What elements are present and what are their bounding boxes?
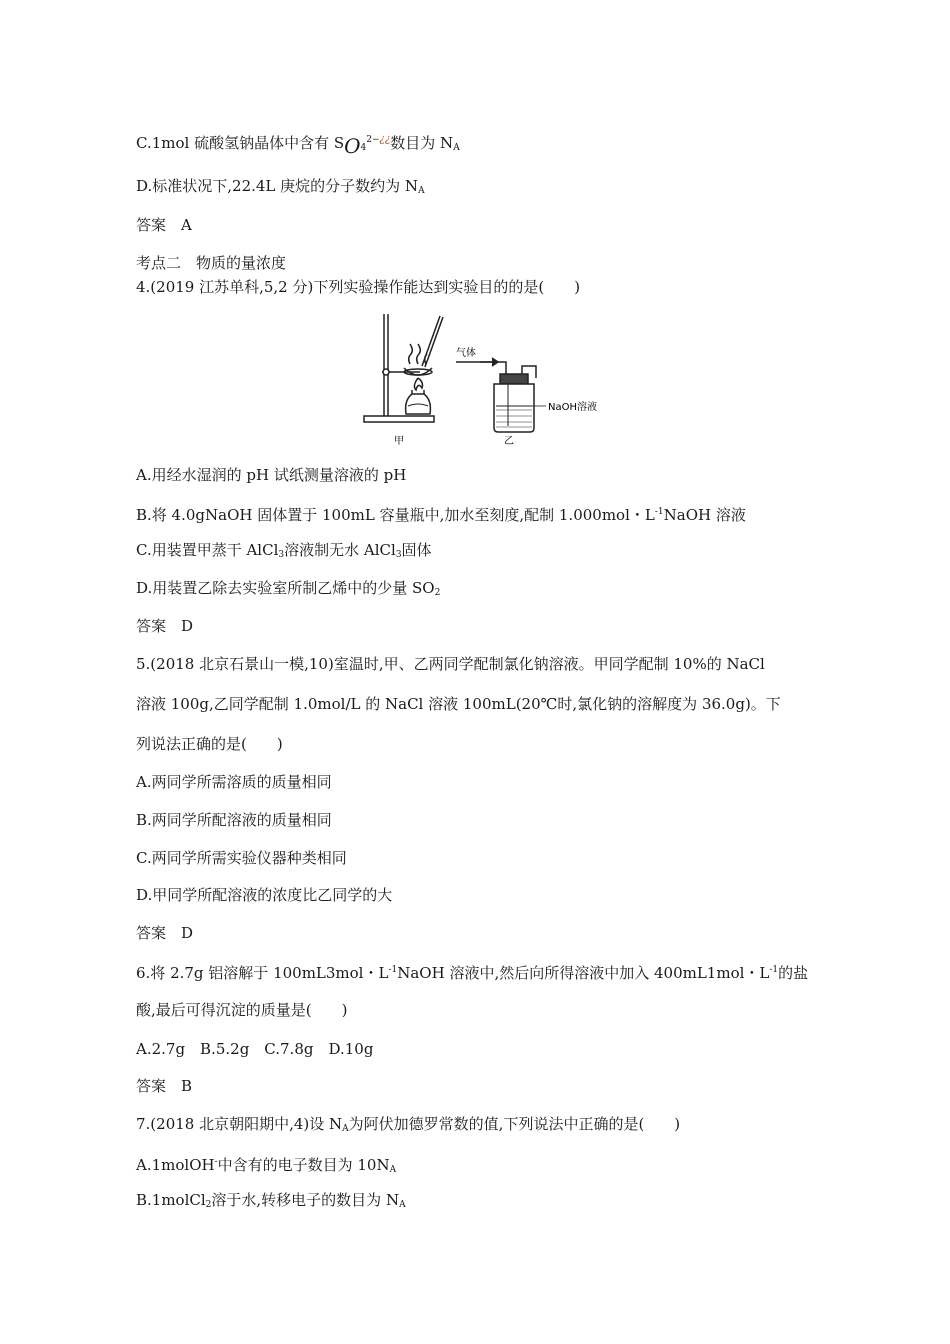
text: B.将 4.0gNaOH 固体置于 100mL 容量瓶中,加水至刻度,配制 1.000mol・L [136, 506, 655, 524]
q7-stem [136, 1114, 680, 1139]
superscript: - [214, 1157, 218, 1167]
superscript: -1 [769, 965, 779, 975]
q5-stem-line3: 列说法正确的是( ) [136, 735, 283, 753]
text: C.用装置甲蒸干 AlCl [136, 541, 279, 559]
q3-option-c [136, 130, 460, 158]
garbled-mark: ¿¿ [379, 134, 391, 145]
q3-answer: 答案 A [136, 216, 192, 234]
superscript: -1 [654, 507, 664, 517]
naoh-solution-label: NaOH溶液 [548, 402, 597, 413]
text: 的盐 [778, 964, 809, 982]
q6-options: A.2.7g B.5.2g C.7.8g D.10g [136, 1040, 374, 1058]
text: 溶液制无水 AlCl [284, 541, 396, 559]
q5-option-b: B.两同学所配溶液的质量相同 [136, 811, 332, 829]
section-title: 考点二 物质的量浓度 [136, 254, 287, 272]
text: D.用装置乙除去实验室所制乙烯中的少量 SO [136, 579, 435, 597]
q4-option-b [136, 502, 746, 525]
text: 为阿伏加德罗常数的值,下列说法中正确的是( ) [348, 1115, 681, 1133]
q5-answer: 答案 D [136, 924, 194, 942]
text: NaOH 溶液中,然后向所得溶液中加入 400mL1mol・L [397, 964, 770, 982]
subscript: 2 [434, 588, 441, 598]
text: B.1molCl [136, 1191, 206, 1209]
q7-option-a [136, 1152, 396, 1180]
text: D.标准状况下,22.4L 庚烷的分子数约为 N [136, 177, 419, 195]
q5-stem-line1: 5.(2018 北京石景山一模,10)室温时,甲、乙两同学配制氯化钠溶液。甲同学配制 10%的 NaCl [136, 655, 765, 673]
text: 溶于水,转移电子的数目为 N [211, 1191, 400, 1209]
q4-option-c [136, 540, 432, 565]
q4-option-d [136, 578, 440, 603]
q4-answer: 答案 D [136, 617, 194, 635]
subscript: 3 [278, 550, 285, 560]
subscript: A [453, 143, 460, 153]
q5-option-d: D.甲同学所配溶液的浓度比乙同学的大 [136, 886, 393, 904]
text: 中含有的电子数目为 10N [217, 1156, 390, 1174]
q6-stem-line2: 酸,最后可得沉淀的质量是( ) [136, 1001, 348, 1019]
subscript: 4 [360, 143, 367, 153]
q6-answer: 答案 B [136, 1077, 193, 1095]
apparatus-drawing [360, 310, 600, 460]
q5-stem-line2: 溶液 100g,乙同学配制 1.0mol/L 的 NaCl 溶液 100mL(20℃时,氯化钠的溶解度为 36.0g)。下 [136, 695, 781, 713]
q6-stem-line1 [136, 960, 808, 983]
text: 固体 [401, 541, 432, 559]
subscript: 2 [205, 1200, 212, 1210]
subscript: A [342, 1124, 349, 1134]
q5-option-c: C.两同学所需实验仪器种类相同 [136, 849, 347, 867]
subscript: A [418, 186, 425, 196]
oxygen-symbol: O [344, 134, 361, 158]
text: C.1mol 硫酸氢钠晶体中含有 S [136, 134, 345, 152]
q4-option-a: A.用经水湿润的 pH 试纸测量溶液的 pH [136, 466, 407, 484]
text: A.1molOH [136, 1156, 215, 1174]
text: 数目为 N [390, 134, 454, 152]
apparatus-b-label: 乙 [504, 436, 514, 447]
q5-option-a: A.两同学所需溶质的质量相同 [136, 773, 332, 791]
apparatus-a-label: 甲 [394, 436, 404, 447]
q3-option-d [136, 176, 425, 201]
gas-label: 气体 [456, 348, 476, 359]
text: 7.(2018 北京朝阳期中,4)设 N [136, 1115, 343, 1133]
subscript: 3 [395, 550, 402, 560]
text: 6.将 2.7g 铝溶解于 100mL3mol・L [136, 964, 389, 982]
subscript: A [399, 1200, 406, 1210]
text: NaOH 溶液 [663, 506, 746, 524]
superscript: 2− [366, 135, 380, 145]
apparatus-figure [360, 310, 600, 460]
superscript: -1 [388, 965, 398, 975]
q7-option-b [136, 1190, 406, 1215]
q4-stem: 4.(2019 江苏单科,5,2 分)下列实验操作能达到实验目的的是( ) [136, 278, 581, 296]
subscript: A [389, 1165, 397, 1175]
